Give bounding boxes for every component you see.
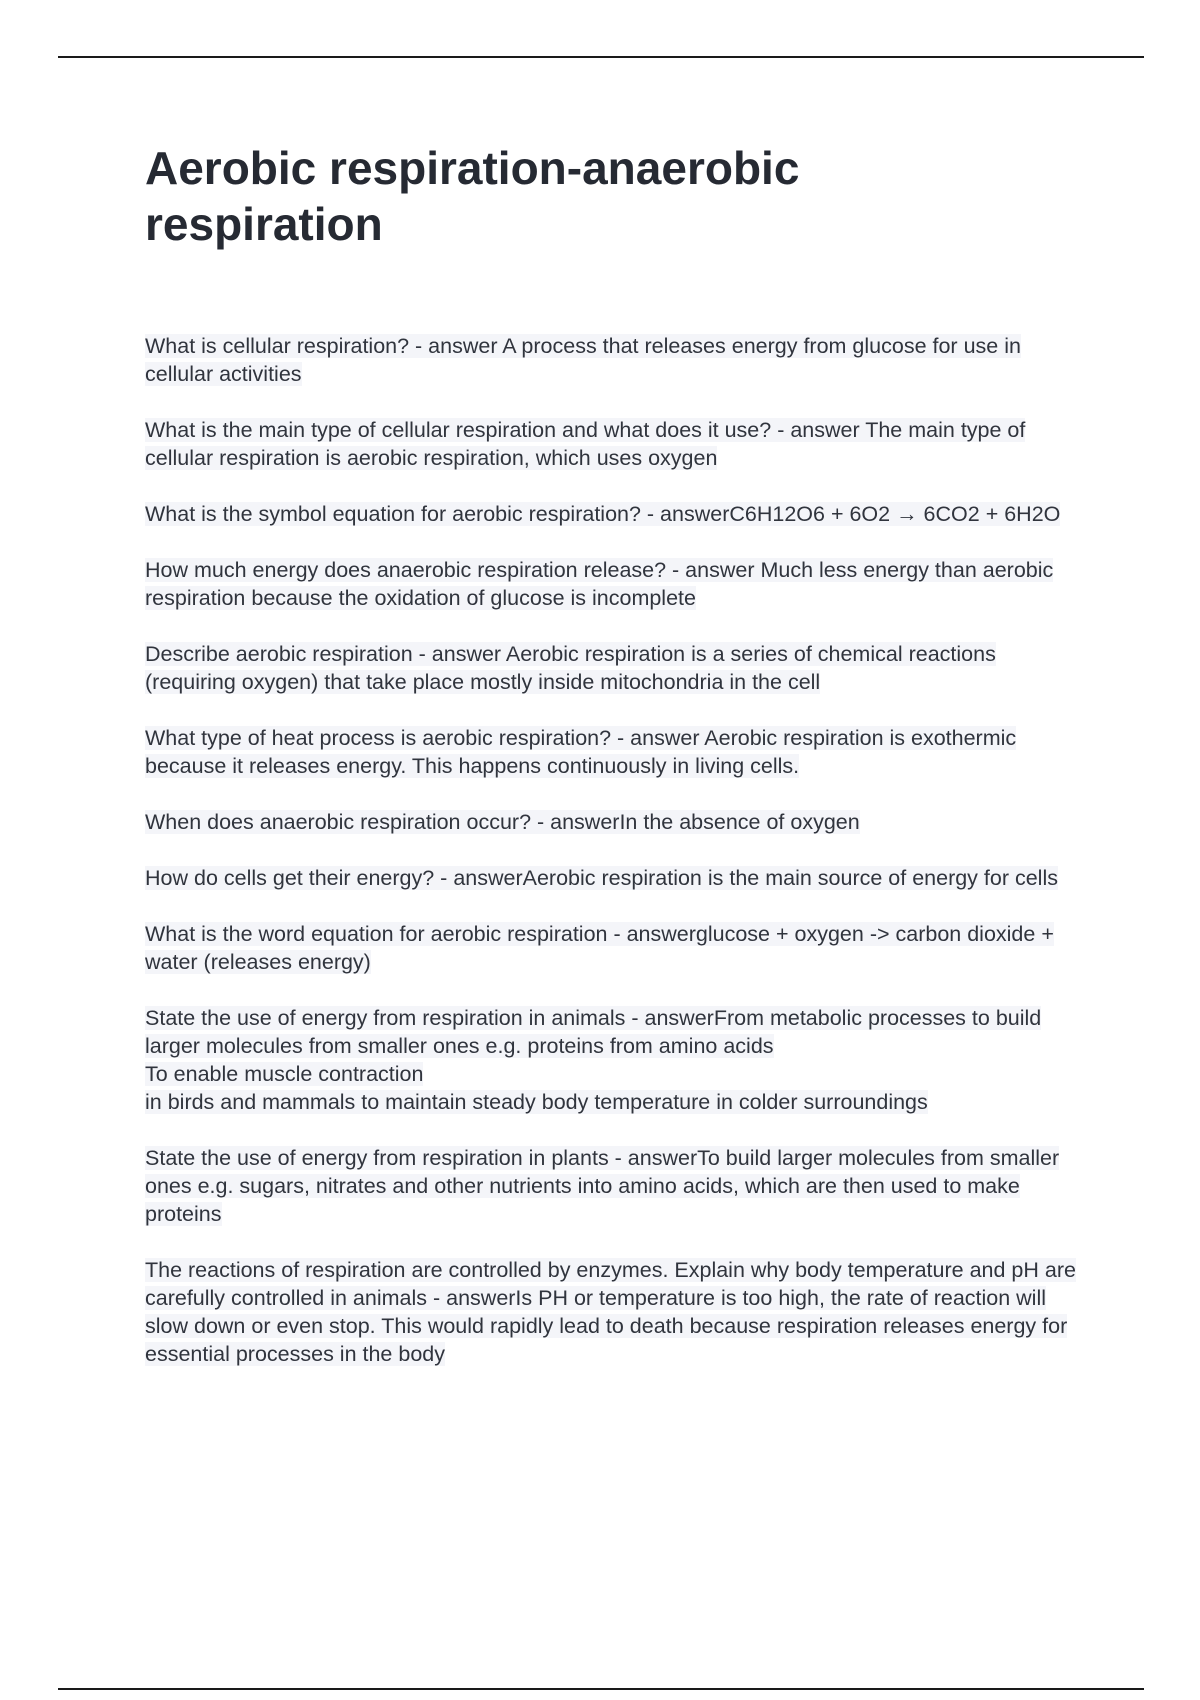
qa-item-1: What is cellular respiration? - answer A process that releases energy from glucose for use in cellular activities [145, 334, 1021, 386]
qa-item-11: State the use of energy from respiration in plants - answerTo build larger molecules from smaller ones e.g. sugars, nitrates and other nutrients into amino acids, which are then used to make proteins [145, 1146, 1060, 1226]
bottom-divider [58, 1688, 1144, 1690]
top-divider [58, 56, 1144, 58]
qa-item-2: What is the main type of cellular respiration and what does it use? - answer The main type of cellular respiration is aerobic respiration, which uses oxygen [145, 418, 1026, 470]
qa-item-9: What is the word equation for aerobic respiration - answerglucose + oxygen -> carbon dioxide + water (releases energy) [145, 922, 1054, 974]
document-title: Aerobic respiration-anaerobic respiration [145, 142, 800, 250]
qa-item-8: How do cells get their energy? - answerAerobic respiration is the main source of energy for cells [145, 866, 1058, 890]
qa-item-6: What type of heat process is aerobic respiration? - answer Aerobic respiration is exothermic because it releases energy. This happens continuously in living cells. [145, 726, 1017, 778]
document-body [145, 140, 1085, 1396]
qa-item-7: When does anaerobic respiration occur? - answerIn the absence of oxygen [145, 810, 860, 834]
qa-list [145, 332, 1085, 1368]
qa-item-4: How much energy does anaerobic respiration release? - answer Much less energy than aerobic respiration because the oxidation of glucose is incomplete [145, 558, 1054, 610]
qa-item-5: Describe aerobic respiration - answer Aerobic respiration is a series of chemical reactions (requiring oxygen) that take place mostly inside mitochondria in the cell [145, 642, 996, 694]
qa-item-10: State the use of energy from respiration in animals - answerFrom metabolic processes to build larger molecules from smaller ones e.g. proteins from amino acids To enable muscle contraction in birds and mammals to maintain steady body temperature in colder surroundings [145, 1006, 1042, 1114]
qa-item-12: The reactions of respiration are controlled by enzymes. Explain why body temperature and pH are carefully controlled in animals - answerIs PH or temperature is too high, the rate of reaction will slow down or even stop. This would rapidly lead to death because respiration releases energy for essential processes in the body [145, 1258, 1076, 1366]
qa-item-3: What is the symbol equation for aerobic respiration? - answerC6H12O6 + 6O2 → 6CO2 + 6H2O [145, 502, 1061, 526]
